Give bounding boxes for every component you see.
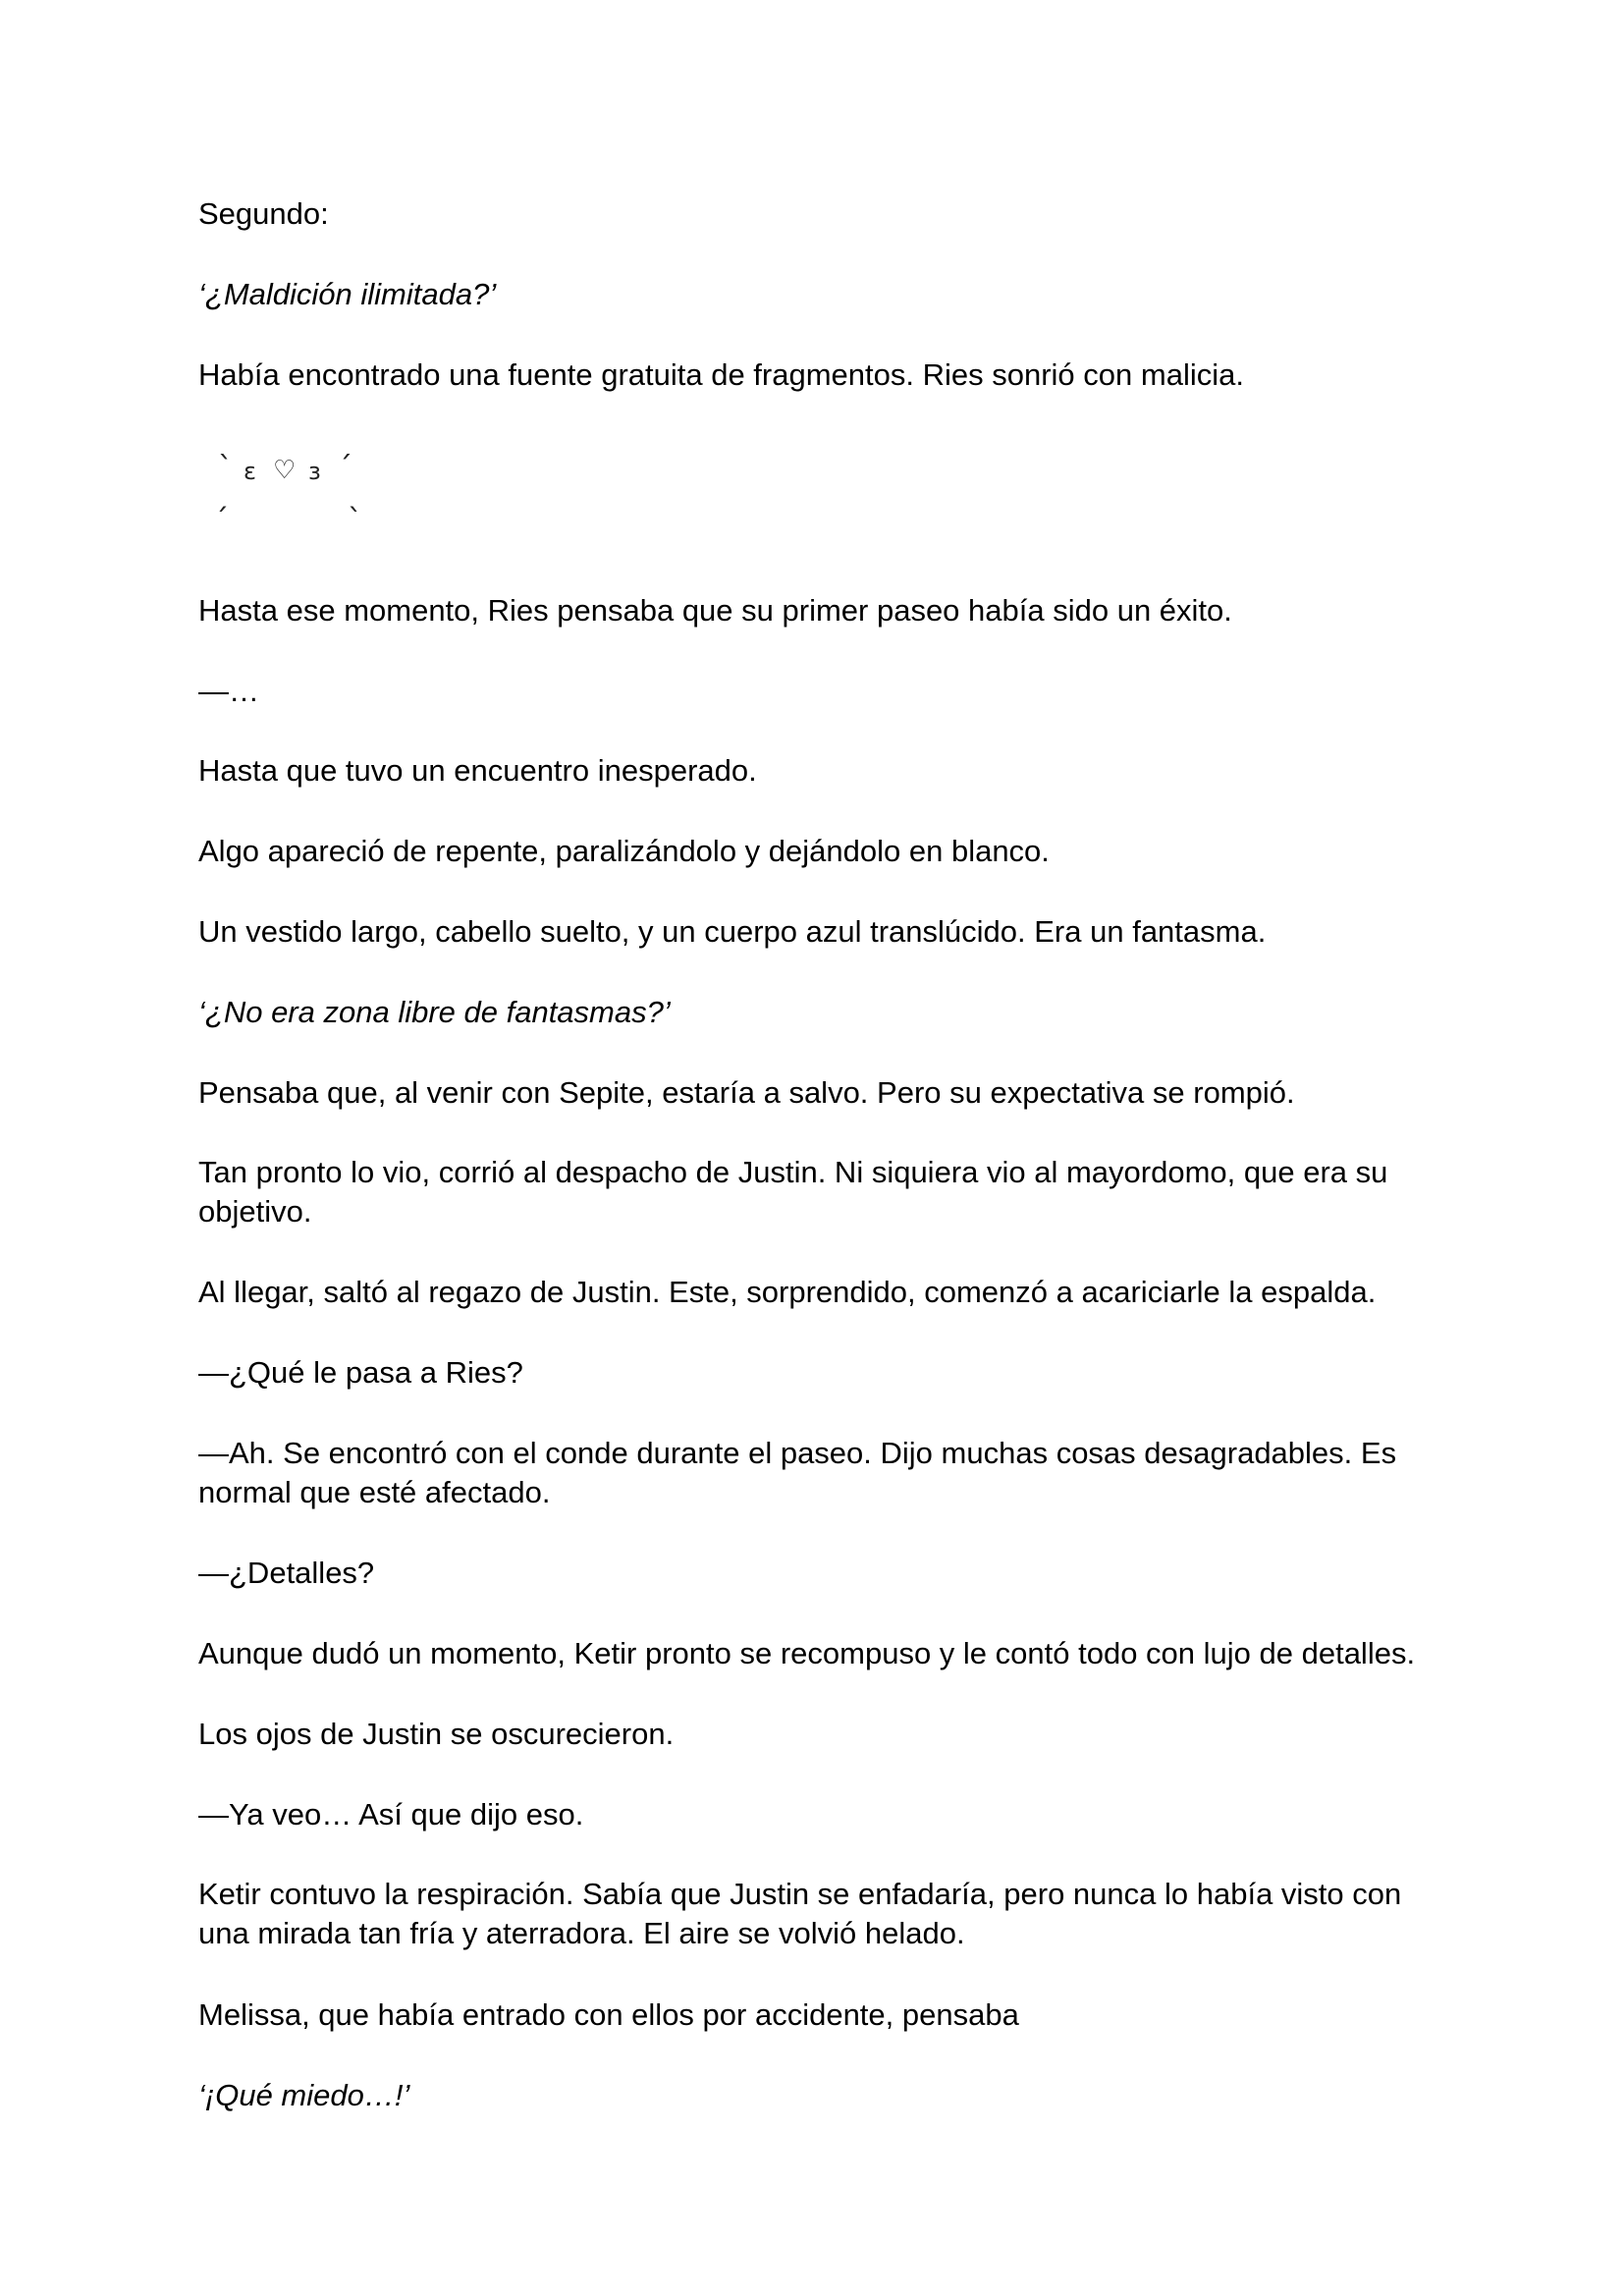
paragraph: Hasta que tuvo un encuentro inesperado.	[198, 753, 757, 788]
heart-icon: ♡	[273, 456, 297, 485]
paragraph: Un vestido largo, cabello suelto, y un cuerpo azul translúcido. Era un fantasma.	[198, 914, 1267, 949]
paragraph: Aunque dudó un momento, Ketir pronto se recompuso y le contó todo con lujo de detalles.	[198, 1636, 1416, 1670]
paragraph-heading: Segundo:	[198, 196, 329, 231]
paragraph: Algo apareció de repente, paralizándolo y dejándolo en blanco.	[198, 834, 1050, 868]
divider-glyph: ˋ	[218, 451, 233, 485]
paragraph: Los ojos de Justin se oscurecieron.	[198, 1717, 675, 1751]
paragraph-dialogue: —Ah. Se encontró con el conde durante el paseo. Dijo muchas cosas desagradables. Es normal que esté afectado.	[198, 1436, 1397, 1509]
divider-glyph: ɛ	[244, 458, 256, 485]
paragraph-dialogue: —¿Detalles?	[198, 1556, 375, 1590]
paragraph: Melissa, que había entrado con ellos por accidente, pensaba	[198, 1997, 1019, 2032]
scene-divider-ornament	[214, 451, 371, 513]
paragraph: Ketir contuvo la respiración. Sabía que Justin se enfadaría, pero nunca lo había visto con una mirada tan fría y aterradora. El aire se volvió helado.	[198, 1877, 1402, 1950]
divider-glyph: ɜ	[308, 458, 321, 485]
paragraph: Tan pronto lo vio, corrió al despacho de Justin. Ni siquiera vio al mayordomo, que era su objetivo.	[198, 1155, 1388, 1229]
divider-glyph: ˎ	[348, 478, 362, 513]
paragraph: Pensaba que, al venir con Sepite, estaría a salvo. Pero su expectativa se rompió.	[198, 1075, 1295, 1110]
divider-glyph: ˊ	[338, 451, 352, 485]
paragraph: Había encontrado una fuente gratuita de fragmentos. Ries sonrió con malicia.	[198, 357, 1244, 392]
paragraph-thought: ‘¿No era zona libre de fantasmas?’	[198, 995, 671, 1029]
paragraph-dialogue: —¿Qué le pasa a Ries?	[198, 1355, 523, 1390]
paragraph: Hasta ese momento, Ries pensaba que su primer paseo había sido un éxito.	[198, 593, 1232, 628]
paragraph: Al llegar, saltó al regazo de Justin. Este, sorprendido, comenzó a acariciarle la espalda.	[198, 1275, 1377, 1309]
paragraph-thought: ‘¿Maldición ilimitada?’	[198, 277, 497, 311]
paragraph-dialogue: —Ya veo… Así que dijo eso.	[198, 1797, 584, 1831]
paragraph-thought: ‘¡Qué miedo…!’	[198, 2078, 410, 2112]
paragraph: —…	[198, 674, 259, 708]
divider-glyph: ˏ	[214, 478, 229, 513]
